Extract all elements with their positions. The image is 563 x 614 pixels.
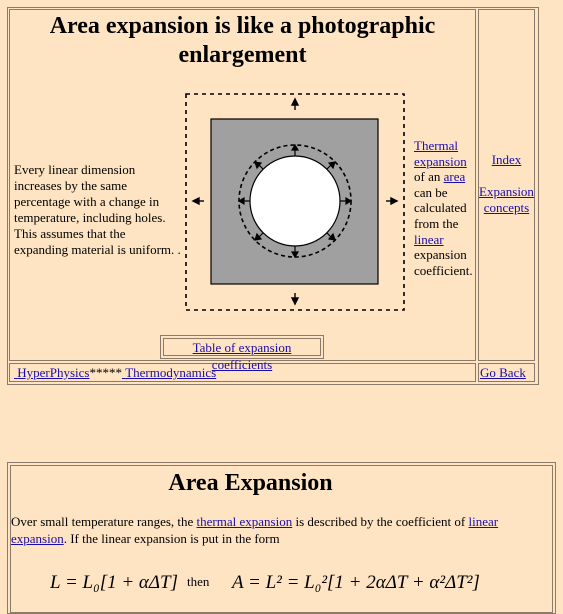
- thermal-link[interactable]: Thermal: [414, 138, 459, 153]
- section-title: Area Expansion: [168, 470, 333, 496]
- bottom-nav: [14, 365, 216, 381]
- hyperphysics-label: HyperPhysics: [17, 365, 90, 380]
- side-links: [478, 152, 535, 216]
- equation-left: L = L₀[1 + αΔT]: [50, 572, 179, 593]
- area-link[interactable]: area: [443, 169, 466, 185]
- table-link-box: [160, 335, 324, 372]
- arrow-up-icon: [292, 99, 298, 110]
- index-link[interactable]: Index: [491, 152, 522, 167]
- arrow-down-icon: [292, 293, 298, 304]
- linear-link[interactable]: linear: [414, 231, 444, 247]
- arrow-left-icon: [193, 198, 204, 204]
- table-of-expansion-coefficients-link[interactable]: Table of expansion coefficients: [192, 340, 292, 372]
- text-can-be-calculated: can be calculated from the: [414, 184, 467, 231]
- area-expansion-diagram: [182, 90, 408, 314]
- hole: [250, 156, 340, 246]
- equation-then: then: [187, 574, 210, 589]
- right-description: [414, 138, 474, 278]
- text-expansion-coefficient: expansion coefficient.: [414, 247, 473, 278]
- text-of-an: of an: [414, 169, 444, 185]
- equation-right: A = L² = L₀²[1 + 2αΔT + α²ΔT²]: [232, 572, 480, 593]
- expansion-concepts-link-line1[interactable]: Expansion: [479, 184, 534, 199]
- go-back-wrapper: [480, 365, 526, 381]
- left-description: Every linear dimension increases by the same percentage with a change in temperature, including holes. This assumes that the expanding material is uniform. .: [14, 162, 181, 257]
- thermal-expansion-link[interactable]: thermal expansion: [196, 514, 293, 529]
- thermodynamics-label: Thermodynamics: [125, 365, 217, 380]
- expansion-link[interactable]: expansion: [414, 153, 467, 169]
- section-paragraph: [11, 513, 551, 547]
- expansion-equation: [50, 566, 520, 598]
- para-middle: is described by the coefficient of: [292, 514, 469, 529]
- stars-separator: *****: [89, 365, 122, 380]
- linear-expansion-link[interactable]: linear expansion: [11, 514, 499, 546]
- para-before: Over small temperature ranges, the: [11, 514, 197, 529]
- expansion-concepts-link-line2[interactable]: concepts: [483, 200, 530, 215]
- para-after: . If the linear expansion is put in the form: [63, 531, 280, 546]
- hyperphysics-link[interactable]: [14, 365, 89, 380]
- thermodynamics-link[interactable]: [122, 365, 216, 380]
- arrow-right-icon: [386, 198, 397, 204]
- table-link-inner: [163, 338, 321, 372]
- page-title: Area expansion is like a photographic enlargement: [49, 13, 436, 68]
- go-back-link[interactable]: Go Back: [480, 365, 526, 380]
